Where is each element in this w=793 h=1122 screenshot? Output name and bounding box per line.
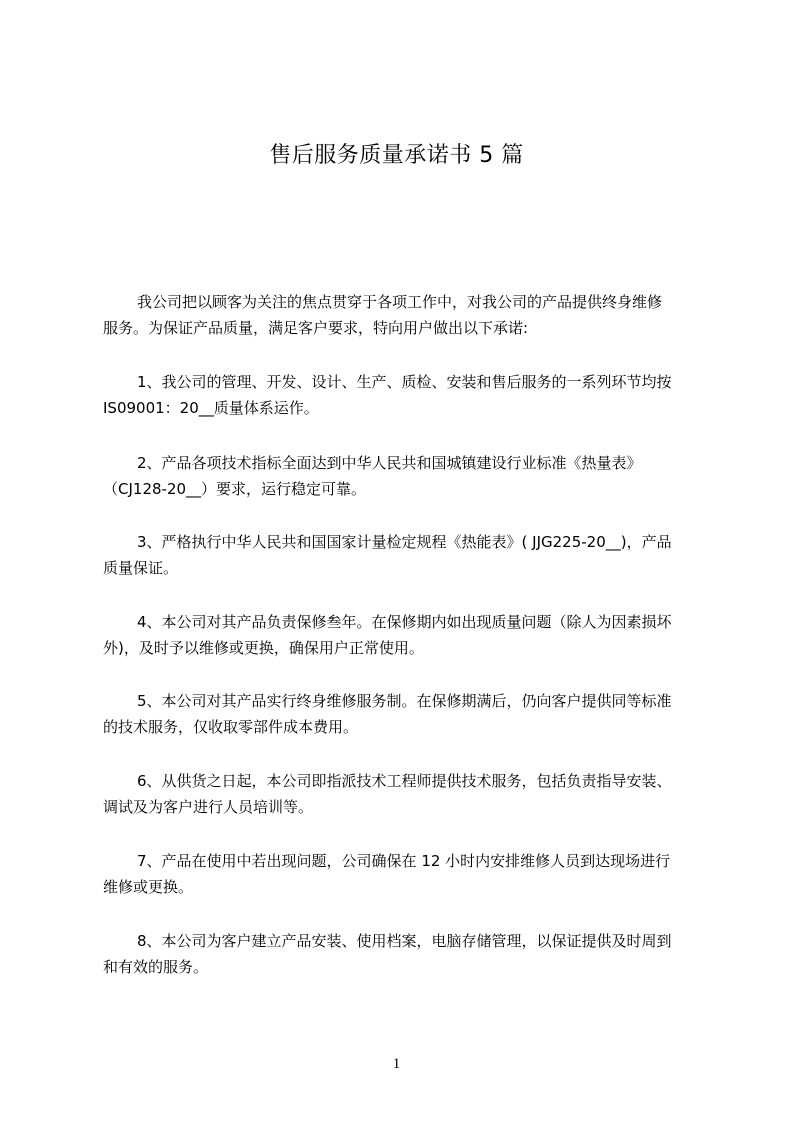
paragraph-line: 服务。为保证产品质量，满足客户要求，特向用户做出以下承诺: bbox=[103, 319, 529, 337]
paragraph-line: 和有效的服务。 bbox=[103, 958, 209, 976]
page-number: 1 bbox=[392, 1056, 401, 1072]
paragraph-line: 6、从供货之日起，本公司即指派技术工程师提供技术服务，包括负责指导安装、 bbox=[137, 772, 672, 790]
paragraph-line: 3、严格执行中华人民共和国国家计量检定规程《热能表》( JJG225-20__)，产品 bbox=[137, 533, 672, 551]
paragraph-line: 外)，及时予以维修或更换，确保用户正常使用。 bbox=[103, 639, 424, 657]
document-title: 售后服务质量承诺书 5 篇 bbox=[269, 143, 524, 168]
paragraph-line: IS09001：20__质量体系运作。 bbox=[103, 399, 319, 417]
paragraph-line: 1、我公司的管理、开发、设计、生产、质检、安装和售后服务的一系列环节均按 bbox=[137, 373, 672, 391]
paragraph-line: 7、产品在使用中若出现问题，公司确保在 12 小时内安排维修人员到达现场进行 bbox=[137, 852, 671, 870]
paragraph-line: （CJ128-20__）要求，运行稳定可靠。 bbox=[103, 480, 367, 498]
paragraph-line: 5、本公司对其产品实行终身维修服务制。在保修期满后，仍向客户提供同等标准 bbox=[137, 692, 672, 710]
paragraph-line: 4、本公司对其产品负责保修叁年。在保修期内如出现质量问题（除人为因素损坏 bbox=[137, 613, 672, 631]
paragraph-line: 2、产品各项技术指标全面达到中华人民共和国城镇建设行业标准《热量表》 bbox=[137, 454, 642, 472]
paragraph-line: 维修或更换。 bbox=[103, 878, 194, 896]
paragraph-line: 调试及为客户进行人员培训等。 bbox=[103, 798, 314, 816]
paragraph-line: 我公司把以顾客为关注的焦点贯穿于各项工作中，对我公司的产品提供终身维修 bbox=[137, 293, 663, 311]
paragraph-line: 8、本公司为客户建立产品安装、使用档案，电脑存储管理，以保证提供及时周到 bbox=[137, 932, 672, 950]
paragraph-line: 的技术服务，仅收取零部件成本费用。 bbox=[103, 718, 359, 736]
paragraph-line: 质量保证。 bbox=[103, 559, 179, 577]
